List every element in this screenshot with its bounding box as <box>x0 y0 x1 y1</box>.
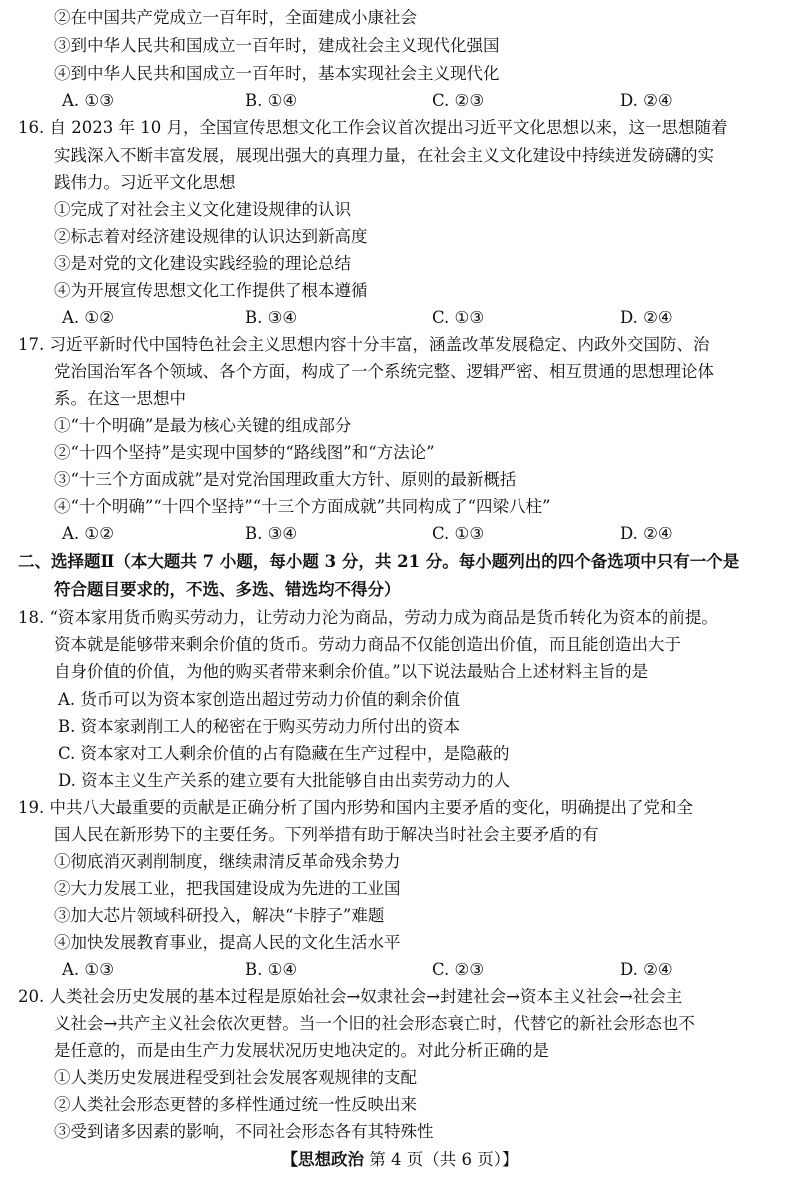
option-b: B. 资本家剥削工人的秘密在于购买劳动力所付出的资本 <box>58 717 461 736</box>
question-stem: 16. 自 2023 年 10 月，全国宣传思想文化工作会议首次提出习近平文化思想以来，这一思想随着 <box>18 118 728 137</box>
statement-item: ②标志着对经济建设规律的认识达到新高度 <box>54 227 368 246</box>
option-b: B. ①④ <box>245 960 298 979</box>
statement-item: ③受到诸多因素的影响，不同社会形态各有其特殊性 <box>54 1122 434 1141</box>
statement-item: ①“十个明确”是最为核心关键的组成部分 <box>54 416 352 435</box>
statement-item: ②大力发展工业，把我国建设成为先进的工业国 <box>54 879 401 898</box>
question-stem: 党治国治军各个领域、各个方面，构成了一个系统完整、逻辑严密、相互贯通的思想理论体 <box>54 362 714 381</box>
footer-subject: 【思想政治 <box>281 1150 364 1169</box>
statement-item: ②在中国共产党成立一百年时，全面建成小康社会 <box>54 8 417 27</box>
option-a: A. ①③ <box>62 960 114 979</box>
option-b: B. ③④ <box>245 524 298 543</box>
option-a: A. 货币可以为资本家创造出超过劳动力价值的剩余价值 <box>58 690 460 709</box>
option-c: C. ①③ <box>432 524 485 543</box>
statement-item: ②人类社会形态更替的多样性通过统一性反映出来 <box>54 1095 417 1114</box>
statement-item: ③是对党的文化建设实践经验的理论总结 <box>54 254 351 273</box>
question-stem: 资本就是能够带来剩余价值的货币。劳动力商品不仅能创造出价值，而且能创造出大于 <box>54 635 681 654</box>
question-stem: 系。在这一思想中 <box>54 389 186 408</box>
statement-item: ④为开展宣传思想文化工作提供了根本遵循 <box>54 281 368 300</box>
option-c: C. ②③ <box>432 91 485 110</box>
statement-item: ④到中华人民共和国成立一百年时，基本实现社会主义现代化 <box>54 64 500 83</box>
question-stem: 实践深入不断丰富发展，展现出强大的真理力量，在社会主义文化建设中持续迸发磅礴的实 <box>54 146 714 165</box>
statement-item: ④“十个明确”“十四个坚持”“十三个方面成就”共同构成了“四梁八柱” <box>54 497 551 516</box>
question-stem: 义社会→共产主义社会依次更替。当一个旧的社会形态衰亡时，代替它的新社会形态也不 <box>54 1014 695 1033</box>
option-c: C. 资本家对工人剩余价值的占有隐藏在生产过程中，是隐蔽的 <box>58 744 510 763</box>
statement-item: ①完成了对社会主义文化建设规律的认识 <box>54 200 351 219</box>
option-c: C. ②③ <box>432 960 485 979</box>
option-d: D. ②④ <box>620 308 673 327</box>
statement-item: ③加大芯片领域科研投入，解决“卡脖子”难题 <box>54 906 385 925</box>
option-a: A. ①② <box>62 308 114 327</box>
option-b: B. ③④ <box>245 308 298 327</box>
option-a: A. ①② <box>62 524 114 543</box>
page-footer <box>0 1148 800 1172</box>
statement-item: ④加快发展教育事业，提高人民的文化生活水平 <box>54 933 401 952</box>
question-stem: 20. 人类社会历史发展的基本过程是原始社会→奴隶社会→封建社会→资本主义社会→社会主 <box>18 987 683 1006</box>
statement-item: ①彻底消灭剥削制度，继续肃清反革命残余势力 <box>54 852 401 871</box>
question-stem: 自身价值的价值，为他的购买者带来剩余价值。”以下说法最贴合上述材料主旨的是 <box>54 662 649 681</box>
statement-item: ①人类历史发展进程受到社会发展客观规律的支配 <box>54 1068 417 1087</box>
footer-page-number: 第 4 页（共 6 页）】 <box>369 1150 519 1169</box>
statement-item: ②“十四个坚持”是实现中国梦的“路线图”和“方法论” <box>54 443 435 462</box>
option-d: D. 资本主义生产关系的建立要有大批能够自由出卖劳动力的人 <box>58 771 511 790</box>
option-c: C. ①③ <box>432 308 485 327</box>
section-heading-line: 二、选择题Ⅱ（本大题共 7 小题，每小题 3 分，共 21 分。每小题列出的四个备选项中只有一个是 <box>18 552 740 571</box>
statement-item: ③到中华人民共和国成立一百年时，建成社会主义现代化强国 <box>54 36 500 55</box>
option-b: B. ①④ <box>245 91 298 110</box>
question-stem: 践伟力。习近平文化思想 <box>54 173 236 192</box>
option-d: D. ②④ <box>620 524 673 543</box>
option-d: D. ②④ <box>620 91 673 110</box>
question-stem: 国人民在新形势下的主要任务。下列举措有助于解决当时社会主要矛盾的有 <box>54 825 599 844</box>
question-stem: 18. “资本家用货币购买劳动力，让劳动力沦为商品，劳动力成为商品是货币转化为资本的前提。 <box>18 608 718 627</box>
statement-item: ③“十三个方面成就”是对党治国理政重大方针、原则的最新概括 <box>54 470 517 489</box>
question-stem: 17. 习近平新时代中国特色社会主义思想内容十分丰富，涵盖改革发展稳定、内政外交国防、治 <box>18 335 710 354</box>
option-a: A. ①③ <box>62 91 114 110</box>
section-heading-line: 符合题目要求的，不选、多选、错选均不得分） <box>54 580 401 599</box>
option-d: D. ②④ <box>620 960 673 979</box>
question-stem: 19. 中共八大最重要的贡献是正确分析了国内形势和国内主要矛盾的变化，明确提出了党和全 <box>18 798 693 817</box>
question-stem: 是任意的，而是由生产力发展状况历史地决定的。对此分析正确的是 <box>54 1041 549 1060</box>
